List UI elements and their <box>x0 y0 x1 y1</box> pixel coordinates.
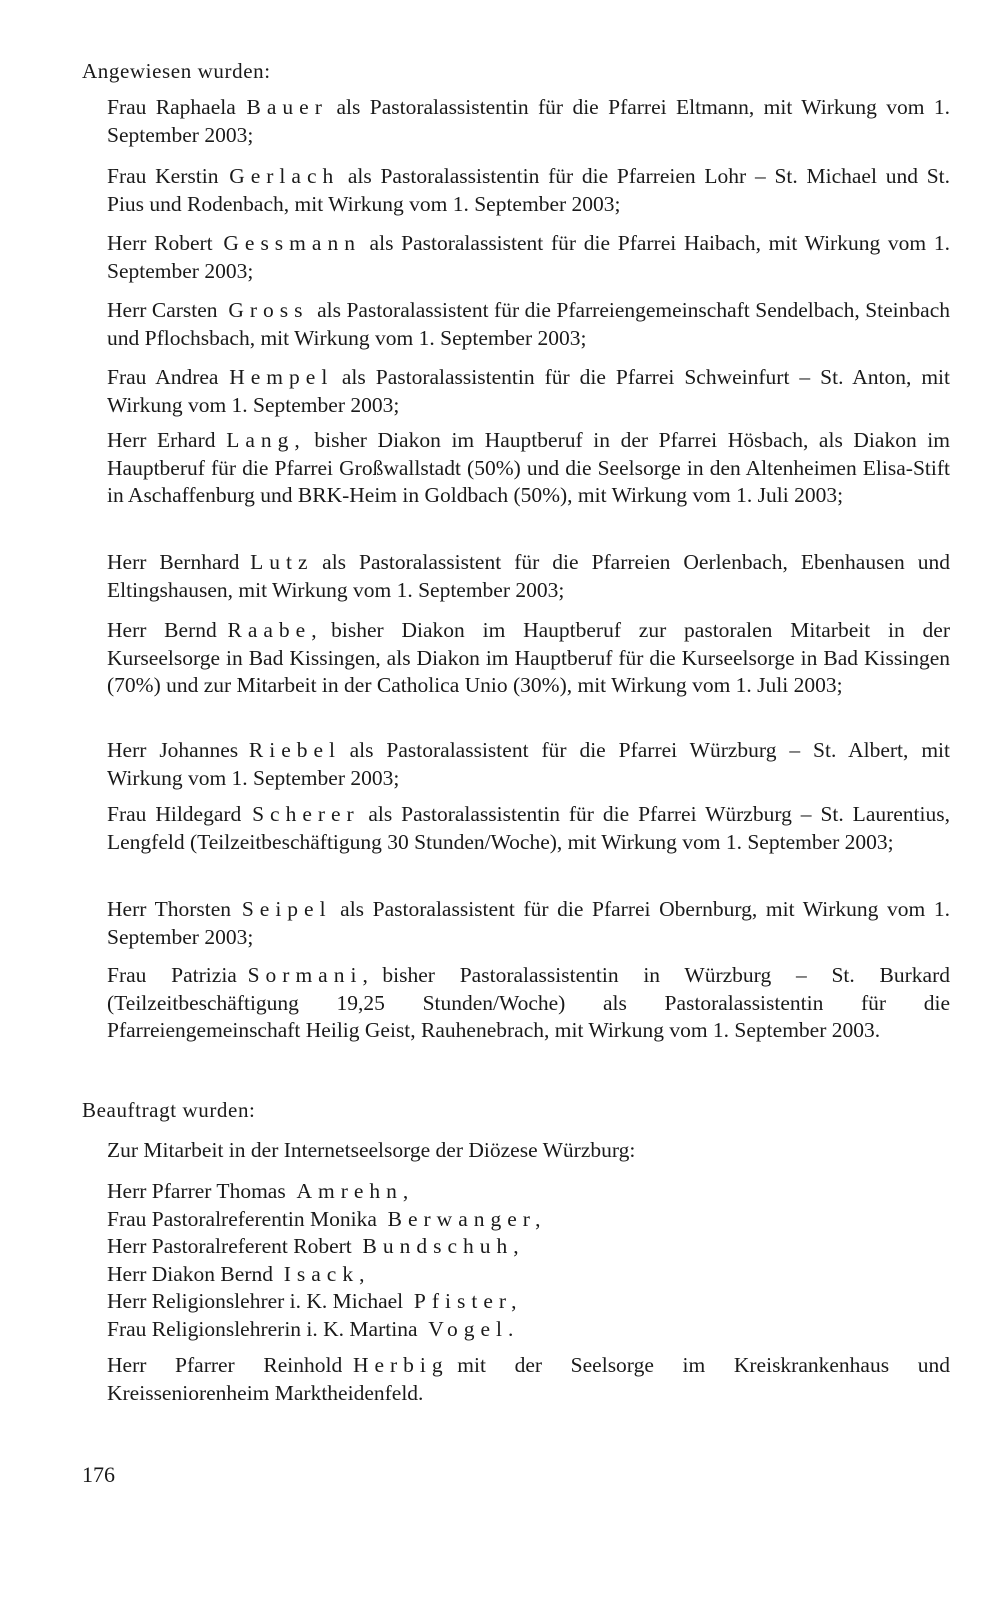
person-surname: Amrehn, <box>296 1179 415 1203</box>
person-surname: Pfister, <box>413 1289 523 1314</box>
list-item <box>107 1233 950 1261</box>
entry-text: mit der Seelsorge im Kreiskrankenhaus und Kreisseniorenheim Marktheidenfeld. <box>107 1353 950 1405</box>
section-heading-appointed: Angewiesen wurden: <box>82 59 271 83</box>
entry-surname: Bauer <box>246 95 328 119</box>
entry-seipel <box>107 896 950 951</box>
page-number: 176 <box>82 1462 115 1487</box>
entry-lutz <box>107 549 950 604</box>
commission-intro: Zur Mitarbeit in der Internetseelsorge der Diözese Würzburg: <box>107 1138 636 1162</box>
entry-bauer <box>107 94 950 149</box>
entry-surname: Gerlach <box>229 164 340 188</box>
entry-text: als Pastoralassistentin für die Pfarrei Eltmann, mit Wirkung vom 1. September 2003; <box>107 95 950 147</box>
entry-raabe <box>107 617 950 700</box>
entry-surname: Scherer <box>252 802 360 826</box>
entry-text: als Pastoralassistent für die Pfarrei Haibach, mit Wirkung vom 1. September 2003; <box>107 231 950 283</box>
person-prefix: Herr Diakon Bernd <box>107 1261 273 1286</box>
entry-prefix: Herr Erhard <box>107 428 216 452</box>
entry-prefix: Herr Carsten <box>107 298 218 322</box>
entry-surname: Lutz <box>250 550 314 574</box>
person-prefix: Herr Pfarrer Thomas <box>107 1179 286 1203</box>
entry-herbig <box>107 1352 950 1407</box>
entry-prefix: Herr Pfarrer Reinhold <box>107 1353 343 1377</box>
list-item <box>107 1261 950 1289</box>
entry-text: als Pastoralassistentin für die Pfarrei Würzburg – St. Laurentius, Lengfeld (Teilzeitbeschäftigung 30 Stunden/Woche), mit Wirkung vom 1. September 2003; <box>107 802 950 854</box>
list-item <box>107 1178 950 1206</box>
entry-prefix: Herr Bernhard <box>107 550 240 574</box>
entry-text: bisher Diakon im Hauptberuf zur pastoralen Mitarbeit in der Kurseelsorge in Bad Kissingen, als Diakon im Hauptberuf für die Kurseelsorge in Bad Kissingen (70%) und zur Mitarbeit in der Catholica Unio (30%), mit Wirkung vom 1. Juli 2003; <box>107 618 950 698</box>
entry-text: als Pastoralassistentin für die Pfarrei Schweinfurt – St. Anton, mit Wirkung vom 1. September 2003; <box>107 365 951 417</box>
list-item <box>107 1288 950 1316</box>
entry-hempel <box>107 364 950 419</box>
person-prefix: Herr Religionslehrer i. K. Michael <box>107 1289 404 1314</box>
entry-lang <box>107 427 950 510</box>
entry-text: als Pastoralassistentin für die Pfarreien Lohr – St. Michael und St. Pius und Rodenbach, mit Wirkung vom 1. September 2003; <box>107 164 950 216</box>
entry-surname: Herbig <box>352 1353 449 1377</box>
person-surname: Bundschuh, <box>362 1234 525 1259</box>
entry-text: als Pastoralassistent für die Pfarreien Oerlenbach, Ebenhausen und Eltingshausen, mit Wirkung vom 1. September 2003; <box>107 550 950 602</box>
list-item <box>107 1206 950 1234</box>
entry-text: als Pastoralassistent für die Pfarrei Würzburg – St. Albert, mit Wirkung vom 1. September 2003; <box>107 738 950 790</box>
person-surname: Isack, <box>283 1261 371 1286</box>
entry-scherer <box>107 801 950 856</box>
entry-prefix: Herr Thorsten <box>107 897 232 921</box>
person-surname: Vogel. <box>428 1316 520 1341</box>
entry-text: bisher Pastoralassistentin in Würzburg – St. Burkard (Teilzeitbeschäftigung 19,25 Stunden/Woche) als Pastoralassistentin für die Pfarreiengemeinschaft Heilig Geist, Rauhenebrach, mit Wirkung vom 1. September 2003. <box>107 963 951 1043</box>
person-prefix: Herr Pastoralreferent Robert <box>107 1234 352 1259</box>
entry-prefix: Frau Raphaela <box>107 95 236 119</box>
entry-sormani <box>107 962 950 1045</box>
entry-surname: Raabe, <box>227 618 323 642</box>
entry-gross <box>107 297 950 352</box>
list-item <box>107 1316 950 1344</box>
person-surname: Berwanger, <box>387 1206 547 1231</box>
person-prefix: Frau Pastoralreferentin Monika <box>107 1206 377 1231</box>
commissioned-people-list <box>107 1178 950 1344</box>
entry-surname: Gessmann <box>223 231 361 255</box>
entry-prefix: Frau Hildegard <box>107 802 242 826</box>
entry-surname: Riebel <box>248 738 342 762</box>
entry-surname: Seipel <box>241 897 332 921</box>
entry-text: bisher Diakon im Hauptberuf in der Pfarrei Hösbach, als Diakon im Hauptberuf für die Pfarrei Großwallstadt (50%) und die Seelsorge in den Altenheimen Elisa-Stift in Aschaffenburg und BRK-Heim in Goldbach (50%), mit Wirkung vom 1. Juli 2003; <box>107 428 950 508</box>
entry-riebel <box>107 737 950 792</box>
entry-surname: Lang, <box>226 428 306 452</box>
entry-surname: Gross <box>228 298 309 322</box>
entry-prefix: Frau Patrizia <box>107 963 237 987</box>
entry-prefix: Herr Bernd <box>107 618 217 642</box>
entry-prefix: Frau Andrea <box>107 365 219 389</box>
entry-prefix: Frau Kerstin <box>107 164 219 188</box>
entry-gerlach <box>107 163 950 218</box>
entry-surname: Sormani, <box>247 963 374 987</box>
entry-text: als Pastoralassistent für die Pfarreiengemeinschaft Sendelbach, Steinbach und Pflochsbach, mit Wirkung vom 1. September 2003; <box>107 298 950 350</box>
entry-prefix: Herr Robert <box>107 231 213 255</box>
person-prefix: Frau Religionslehrerin i. K. Martina <box>107 1316 418 1341</box>
section-heading-commissioned: Beauftragt wurden: <box>82 1098 256 1122</box>
entry-gessmann <box>107 230 950 285</box>
entry-prefix: Herr Johannes <box>107 738 239 762</box>
entry-text: als Pastoralassistent für die Pfarrei Obernburg, mit Wirkung vom 1. September 2003; <box>107 897 950 949</box>
entry-surname: Hempel <box>229 365 334 389</box>
